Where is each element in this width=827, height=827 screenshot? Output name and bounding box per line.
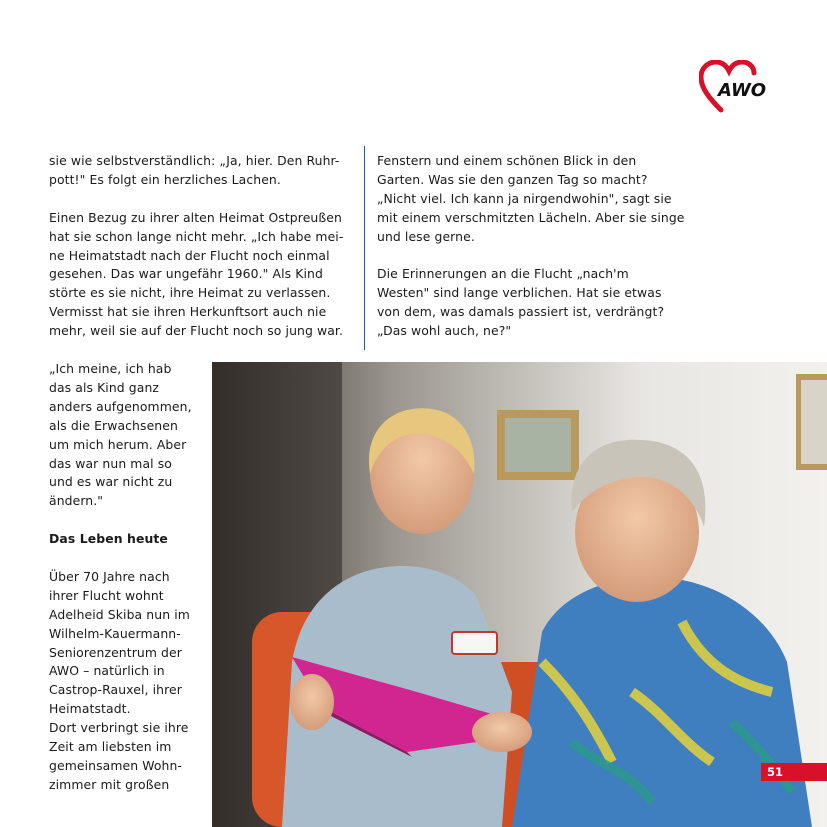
- text-line: ne Heimatstadt nach der Flucht noch einmal: [49, 247, 330, 263]
- text-line: sie wie selbstverständlich: „Ja, hier. Den Ruhr-: [49, 153, 340, 168]
- text-line: gesehen. Das war ungefähr 1960." Als Kind: [49, 266, 323, 282]
- text-line: Einen Bezug zu ihrer alten Heimat Ostpreußen: [49, 209, 342, 225]
- text-line: das als Kind ganz: [49, 379, 160, 395]
- text-line: Dort verbringt sie ihre: [49, 720, 189, 736]
- text-line: um mich herum. Aber: [49, 436, 187, 452]
- page-number-badge: [761, 763, 827, 781]
- text-line: Castrop-Rauxel, ihrer: [49, 682, 182, 698]
- text-line: Fenstern und einem schönen Blick in den: [377, 153, 637, 168]
- column-divider: [364, 146, 365, 350]
- article-column-narrow: [49, 360, 199, 795]
- logo-text: AWO: [718, 80, 767, 101]
- text-line: von dem, was damals passiert ist, verdrängt?: [377, 304, 665, 320]
- text-line: anders aufgenommen,: [49, 398, 192, 414]
- paragraph: [377, 265, 687, 341]
- text-line: pott!" Es folgt ein herzliches Lachen.: [49, 171, 281, 187]
- article-column-right: [377, 152, 687, 341]
- text-line: Zeit am liebsten im: [49, 739, 172, 755]
- text-line: störte es sie nicht, ihre Heimat zu verlassen.: [49, 285, 331, 301]
- text-line: hat sie schon lange nicht mehr. „Ich habe mei-: [49, 228, 344, 244]
- paragraph: [49, 209, 349, 341]
- text-line: und lese gerne.: [377, 228, 475, 244]
- text-line: ändern.": [49, 493, 104, 509]
- text-line: Wilhelm-Kauermann-: [49, 625, 181, 641]
- text-line: als die Erwachsenen: [49, 417, 178, 433]
- paragraph: [377, 152, 687, 247]
- text-line: mehr, weil sie auf der Flucht noch so jung war.: [49, 323, 343, 339]
- paragraph: [49, 360, 199, 511]
- text-line: Adelheid Skiba nun im: [49, 606, 190, 622]
- text-line: Vermisst hat sie ihren Herkunftsort auch nie: [49, 304, 327, 320]
- text-line: und es war nicht zu: [49, 474, 173, 490]
- text-line: „Das wohl auch, ne?": [377, 323, 512, 339]
- section-heading: Das Leben heute: [49, 531, 168, 547]
- paragraph: [49, 152, 349, 190]
- text-line: „Ich meine, ich hab: [49, 361, 172, 376]
- text-line: Über 70 Jahre nach: [49, 568, 170, 584]
- text-line: Die Erinnerungen an die Flucht „nach'm: [377, 266, 629, 282]
- text-line: „Nicht viel. Ich kann ja nirgendwohin", sagt sie: [377, 190, 672, 206]
- photo-two-women-reading: [212, 362, 827, 827]
- text-line: ihrer Flucht wohnt: [49, 587, 164, 603]
- text-line: mit einem verschmitzten Lächeln. Aber sie singe: [377, 209, 685, 225]
- text-line: zimmer mit großen: [49, 776, 170, 792]
- text-line: Westen" sind lange verblichen. Hat sie etwas: [377, 285, 662, 301]
- text-line: AWO – natürlich in: [49, 663, 165, 679]
- text-line: Seniorenzentrum der: [49, 644, 182, 660]
- text-line: Heimatstadt.: [49, 701, 131, 717]
- paragraph: [49, 568, 199, 795]
- heart-logo-icon: [699, 60, 767, 114]
- text-line: das war nun mal so: [49, 455, 172, 471]
- text-line: gemeinsamen Wohn-: [49, 758, 182, 773]
- page-number: 51: [767, 765, 784, 779]
- awo-logo: [699, 60, 767, 114]
- text-line: Garten. Was sie den ganzen Tag so macht?: [377, 171, 648, 187]
- article-column-left: [49, 152, 349, 341]
- article-photo: [212, 362, 827, 827]
